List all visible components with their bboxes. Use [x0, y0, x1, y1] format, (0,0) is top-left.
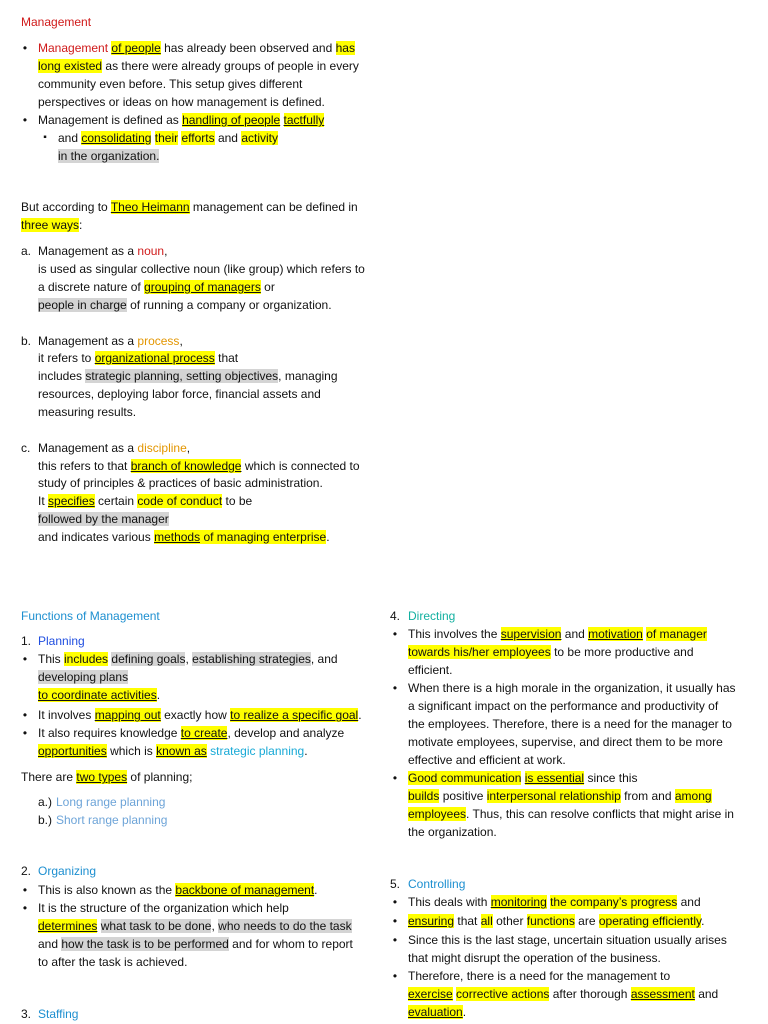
bullet-icon: •: [22, 708, 28, 722]
directing-bullet-2-line-1: When there is a high morale in the organization, it usually has: [408, 681, 736, 695]
definition-a-line-2: is used as singular collective noun (like group) which refers to: [38, 262, 365, 276]
section-title-functions: Functions of Management: [21, 609, 160, 623]
bullet-icon: •: [392, 933, 398, 947]
directing-bullet-3-line-4: the organization.: [408, 825, 497, 839]
controlling-bullet-3-line-2: that might disrupt the operation of the business.: [408, 951, 661, 965]
management-bullet-1-line-3: community even before. This setup gives different: [38, 77, 303, 91]
list-marker-5: 5.: [390, 877, 401, 891]
directing-bullet-2-line-4: motivate employees, supervise, and direct them to be more: [408, 735, 723, 749]
bullet-icon: •: [22, 113, 28, 127]
heading-planning: Planning: [38, 634, 85, 648]
planning-bullet-1-line-3: to coordinate activities.: [38, 688, 161, 702]
organizing-bullet-2-line-4: to after the task is achieved.: [38, 955, 188, 969]
definition-b-line-3: includes strategic planning, setting objectives, managing: [38, 369, 338, 383]
list-marker-a: a.: [21, 244, 32, 258]
organizing-bullet-1: This is also known as the backbone of management.: [38, 883, 318, 897]
square-bullet-icon: ▪: [43, 132, 47, 143]
bullet-icon: •: [22, 901, 28, 915]
definition-b-line-4: resources, deploying labor force, financial assets and: [38, 387, 321, 401]
heading-controlling: Controlling: [408, 877, 466, 891]
bullet-icon: •: [392, 914, 398, 928]
bullet-icon: •: [392, 771, 398, 785]
planning-bullet-3-line-1: It also requires knowledge to create, develop and analyze: [38, 726, 345, 740]
long-range-planning: Long range planning: [56, 795, 166, 809]
definition-b-line-5: measuring results.: [38, 405, 137, 419]
bullet-icon: •: [392, 627, 398, 641]
definition-c-line-5: followed by the manager: [38, 512, 169, 526]
heimann-intro-line-1: But according to Theo Heimann management can be defined in: [21, 200, 358, 214]
bullet-icon: •: [22, 41, 28, 55]
directing-bullet-3-line-2: builds positive interpersonal relationship from and among: [408, 789, 712, 803]
definition-c-line-2: this refers to that branch of knowledge which is connected to: [38, 459, 360, 473]
definition-b-line-2: it refers to organizational process that: [38, 351, 239, 365]
planning-bullet-1-line-1: This includes defining goals, establishing strategies, and: [38, 652, 338, 666]
directing-bullet-1-line-3: efficient.: [408, 663, 453, 677]
controlling-bullet-4-line-3: evaluation.: [408, 1005, 467, 1019]
directing-bullet-2-line-3: the employees. Therefore, there is a need for the manager to: [408, 717, 732, 731]
list-marker-3: 3.: [21, 1007, 32, 1021]
bullet-icon: •: [22, 726, 28, 740]
directing-bullet-2-line-5: effective and efficient at work.: [408, 753, 566, 767]
definition-c-line-4: It specifies certain code of conduct to be: [38, 494, 253, 508]
management-bullet-2: Management is defined as handling of people tactfully: [38, 113, 325, 127]
organizing-bullet-2-line-3: and how the task is to be performed and for whom to report: [38, 937, 353, 951]
bullet-icon: •: [22, 652, 28, 666]
directing-bullet-2-line-2: a significant impact on the performance and productivity of: [408, 699, 719, 713]
list-marker-4: 4.: [390, 609, 401, 623]
short-range-planning: Short range planning: [56, 813, 168, 827]
definition-c-line-3: study of principles & practices of basic administration.: [38, 476, 323, 490]
planning-bullet-1-line-2: developing plans: [38, 670, 129, 684]
bullet-icon: •: [392, 969, 398, 983]
planning-bullet-2: It involves mapping out exactly how to realize a specific goal.: [38, 708, 362, 722]
bullet-icon: •: [392, 681, 398, 695]
controlling-bullet-4-line-2: exercise corrective actions after thorough assessment and: [408, 987, 719, 1001]
directing-bullet-3-line-3: employees. Thus, this can resolve conflicts that might arise in: [408, 807, 734, 821]
list-marker-c: c.: [21, 441, 31, 455]
list-marker-b-paren: b.): [38, 813, 53, 827]
bullet-icon: •: [392, 895, 398, 909]
definition-a-line-1: Management as a noun,: [38, 244, 168, 258]
list-marker-1: 1.: [21, 634, 32, 648]
directing-bullet-1-line-1: This involves the supervision and motivation of manager: [408, 627, 707, 641]
planning-types-intro: There are two types of planning;: [21, 770, 193, 784]
management-bullet-1-line-4: perspectives or ideas on how management is defined.: [38, 95, 325, 109]
controlling-bullet-1: This deals with monitoring the company’s progress and: [408, 895, 701, 909]
section-title-management: Management: [21, 15, 92, 29]
heimann-intro-line-2: three ways:: [21, 218, 83, 232]
list-marker-a-paren: a.): [38, 795, 53, 809]
controlling-bullet-4-line-1: Therefore, there is a need for the management to: [408, 969, 671, 983]
controlling-bullet-3-line-1: Since this is the last stage, uncertain situation usually arises: [408, 933, 727, 947]
directing-bullet-1-line-2: towards his/her employees to be more productive and: [408, 645, 694, 659]
heading-organizing: Organizing: [38, 864, 97, 878]
management-sub-bullet-line-1: and consolidating their efforts and activity: [58, 131, 279, 145]
organizing-bullet-2-line-1: It is the structure of the organization which help: [38, 901, 289, 915]
heading-staffing: Staffing: [38, 1007, 79, 1021]
management-sub-bullet-line-2: in the organization.: [58, 149, 160, 163]
definition-a-line-3: a discrete nature of grouping of managers or: [38, 280, 275, 294]
definition-b-line-1: Management as a process,: [38, 334, 183, 348]
directing-bullet-3-line-1: Good communication is essential since this: [408, 771, 638, 785]
definition-c-line-1: Management as a discipline,: [38, 441, 191, 455]
definition-c-line-6: and indicates various methods of managing enterprise.: [38, 530, 330, 544]
organizing-bullet-2-line-2: determines what task to be done, who needs to do the task: [38, 919, 352, 933]
controlling-bullet-2: ensuring that all other functions are operating efficiently.: [408, 914, 705, 928]
bullet-icon: •: [22, 883, 28, 897]
list-marker-b: b.: [21, 334, 32, 348]
heading-directing: Directing: [408, 609, 456, 623]
management-bullet-1-line-2: long existed as there were already groups of people in every: [38, 59, 359, 73]
management-bullet-1-line-1: Management of people has already been observed and has: [38, 41, 355, 55]
planning-bullet-3-line-2: opportunities which is known as strategic planning.: [38, 744, 308, 758]
definition-a-line-4: people in charge of running a company or organization.: [38, 298, 332, 312]
list-marker-2: 2.: [21, 864, 32, 878]
